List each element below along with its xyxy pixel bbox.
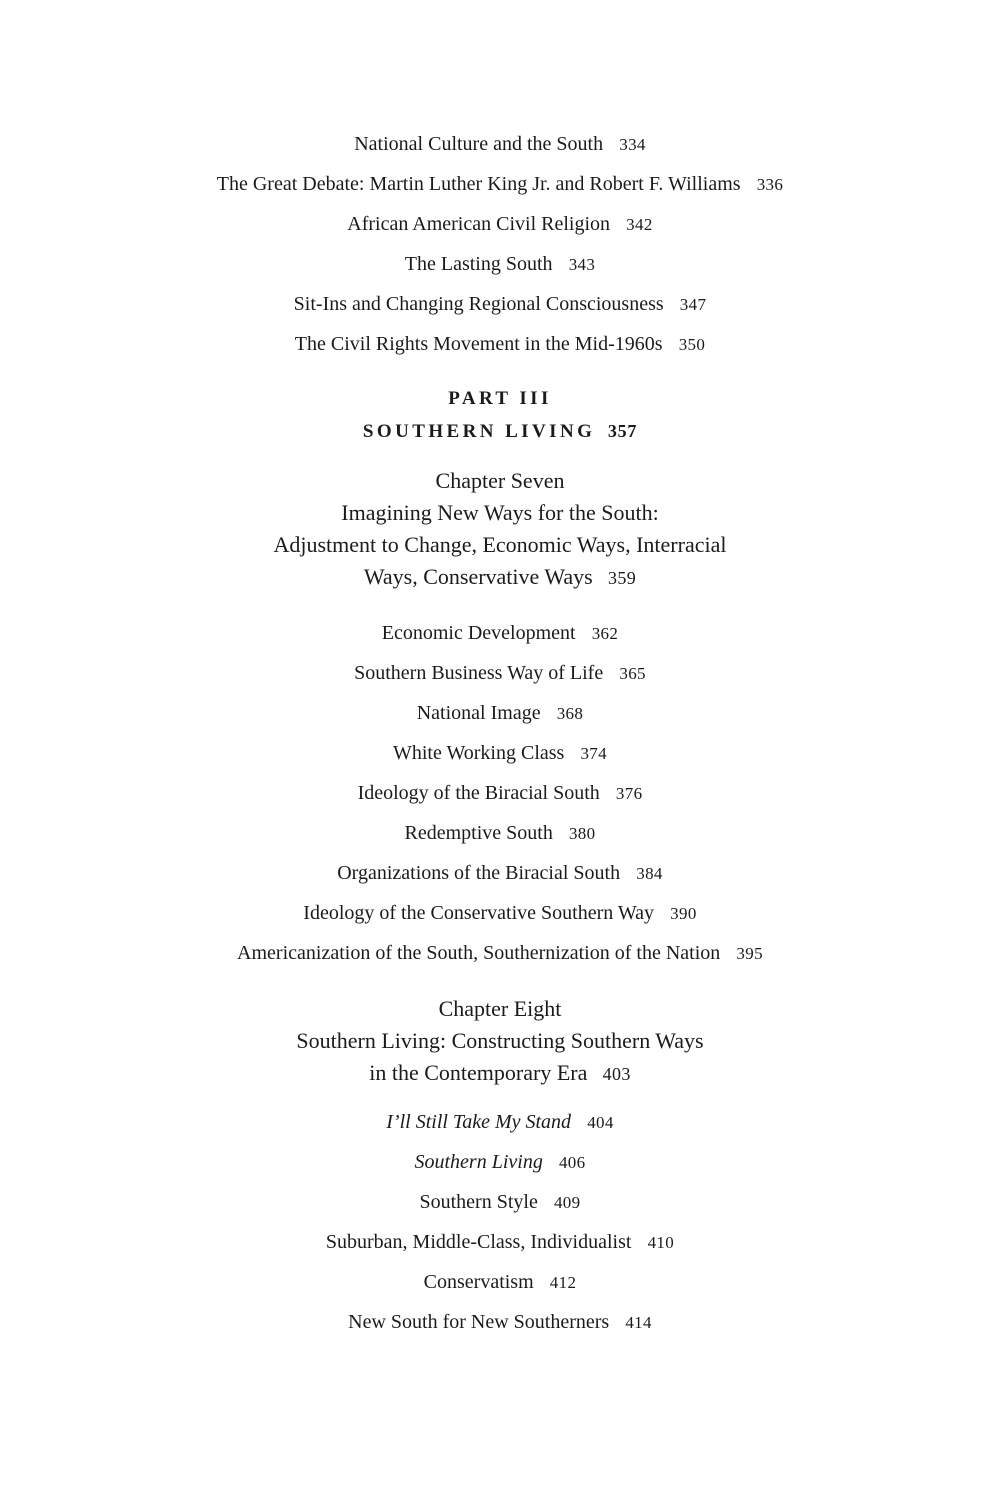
toc-entry — [140, 134, 860, 155]
toc-section-1 — [140, 134, 860, 355]
toc-entry-title: Conservatism — [423, 1271, 534, 1293]
toc-entry-page: 409 — [553, 1193, 581, 1212]
toc-entry — [140, 863, 860, 884]
toc-entry-title: New South for New Southerners — [348, 1311, 610, 1333]
chapter-title-line: Adjustment to Change, Economic Ways, Interracial — [273, 532, 727, 557]
toc-entry-title: Americanization of the South, Southernization of the Nation — [237, 942, 721, 964]
toc-entry-page: 390 — [670, 904, 697, 923]
toc-entry-page: 368 — [556, 704, 584, 723]
toc-entry-title: White Working Class — [392, 742, 565, 764]
toc-entry-title: Ideology of the Biracial South — [357, 782, 600, 804]
toc-entry — [140, 783, 860, 804]
toc-entry — [140, 174, 860, 195]
toc-entry-page: 414 — [625, 1313, 652, 1332]
toc-entry-title: Sit-Ins and Changing Regional Consciousness — [293, 293, 664, 315]
chapter-seven-entries — [140, 623, 860, 964]
chapter-eight-heading — [140, 993, 860, 1090]
toc-entry-title: Southern Style — [419, 1191, 538, 1213]
toc-entry — [140, 943, 860, 964]
chapter-title-line — [140, 1057, 860, 1090]
chapter-label: Chapter Eight — [438, 996, 562, 1021]
chapter-page: 403 — [602, 1064, 631, 1084]
toc-entry-page: 343 — [568, 255, 596, 274]
toc-entry-title: Redemptive South — [404, 822, 553, 844]
toc-entry-title: Southern Business Way of Life — [354, 662, 604, 684]
toc-entry — [140, 1152, 860, 1173]
chapter-seven-heading — [140, 465, 860, 594]
toc-entry — [140, 743, 860, 764]
chapter-title-text: in the Contemporary Era — [369, 1060, 588, 1085]
toc-entry — [140, 1192, 860, 1213]
toc-entry — [140, 1112, 860, 1133]
toc-entry-title: Economic Development — [381, 622, 576, 644]
toc-entry — [140, 663, 860, 684]
toc-entry-title: The Lasting South — [404, 253, 553, 275]
toc-entry-page: 362 — [591, 624, 619, 643]
toc-entry-title: The Civil Rights Movement in the Mid-1960s — [294, 333, 663, 355]
toc-entry-page: 365 — [619, 664, 646, 683]
toc-entry — [140, 334, 860, 355]
toc-entry — [140, 623, 860, 644]
toc-entry — [140, 703, 860, 724]
toc-entry-page: 376 — [615, 784, 643, 803]
toc-entry-title: Suburban, Middle-Class, Individualist — [325, 1231, 632, 1253]
toc-entry-page: 350 — [678, 335, 706, 354]
part-title-line — [140, 415, 860, 448]
toc-entry-page: 384 — [636, 864, 663, 883]
part-page: 357 — [607, 421, 638, 441]
toc-entry — [140, 1312, 860, 1333]
toc-entry-title: National Image — [416, 702, 541, 724]
toc-entry — [140, 1272, 860, 1293]
toc-entry-title: Southern Living — [414, 1151, 543, 1173]
chapter-page: 359 — [608, 568, 637, 588]
part-heading — [140, 383, 860, 448]
toc-entry-title: The Great Debate: Martin Luther King Jr. and Robert F. Williams — [216, 173, 741, 195]
toc-entry-page: 342 — [626, 215, 653, 234]
toc-entry-page: 410 — [647, 1233, 675, 1252]
toc-entry-page: 395 — [736, 944, 763, 963]
toc-entry-page: 374 — [580, 744, 607, 763]
chapter-label: Chapter Seven — [435, 468, 565, 493]
chapter-title-line: Southern Living: Constructing Southern Ways — [296, 1028, 704, 1053]
toc-entry-page: 347 — [679, 295, 707, 314]
part-label: PART III — [448, 388, 552, 409]
chapter-eight-entries — [140, 1112, 860, 1333]
toc-entry — [140, 214, 860, 235]
toc-entry-title: African American Civil Religion — [347, 213, 611, 235]
toc-entry-page: 336 — [756, 175, 784, 194]
toc-entry — [140, 823, 860, 844]
toc-entry — [140, 294, 860, 315]
toc-entry-page: 380 — [568, 824, 596, 843]
toc-entry-page: 404 — [587, 1113, 614, 1132]
toc-entry-title: Ideology of the Conservative Southern Way — [303, 902, 655, 924]
chapter-title-line: Imagining New Ways for the South: — [341, 500, 659, 525]
toc-entry-page: 334 — [619, 135, 646, 154]
toc-entry-title: I’ll Still Take My Stand — [386, 1111, 572, 1133]
toc-content — [140, 0, 860, 1333]
toc-entry-page: 412 — [549, 1273, 577, 1292]
toc-entry-title: National Culture and the South — [354, 133, 604, 155]
toc-entry — [140, 903, 860, 924]
chapter-title-line — [140, 561, 860, 594]
toc-entry-page: 406 — [558, 1153, 586, 1172]
toc-entry-title: Organizations of the Biracial South — [337, 862, 621, 884]
toc-entry — [140, 1232, 860, 1253]
chapter-title-text: Ways, Conservative Ways — [363, 564, 593, 589]
part-title: SOUTHERN LIVING — [362, 421, 596, 442]
toc-entry — [140, 254, 860, 275]
